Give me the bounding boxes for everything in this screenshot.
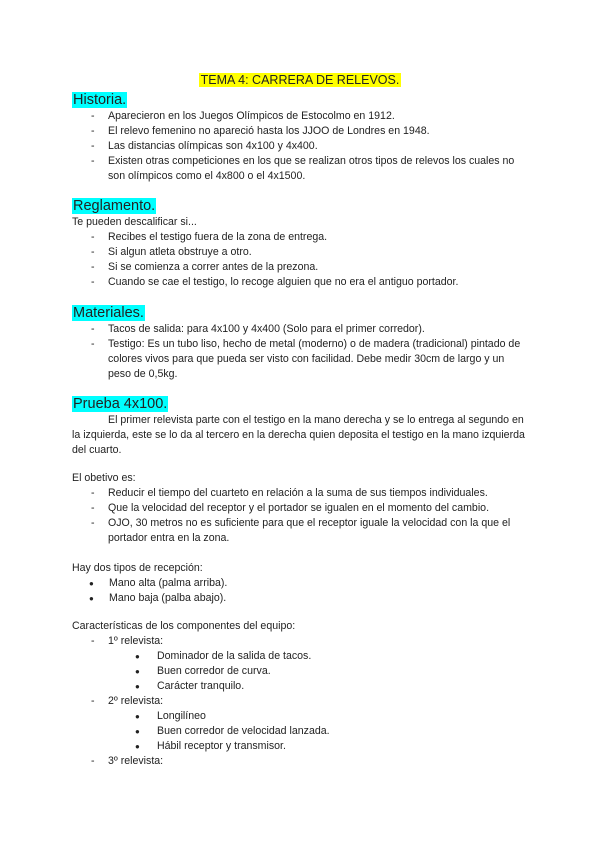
relevista-item [72,694,528,709]
relevista-2-traits [72,709,528,754]
reglamento-section [72,197,528,290]
relevistas-list-3 [72,754,528,769]
list-item: - Tacos de salida: para 4x100 y 4x400 (Solo para el primer corredor). [72,322,528,337]
list-item: ● Longilíneo [72,709,528,724]
historia-heading: Historia. [73,92,127,108]
reglamento-intro: Te pueden descalificar si... [72,216,197,228]
reglamento-heading: Reglamento. [73,198,156,214]
list-item: - Si se comienza a correr antes de la prezona. [72,260,528,275]
list-item: - Cuando se cae el testigo, lo recoge alguien que no era el antiguo portador. [72,275,528,290]
prueba-section [72,395,528,458]
list-item: ● Dominador de la salida de tacos. [72,649,528,664]
caracteristicas-label: Características de los componentes del equipo: [72,620,296,632]
prueba-paragraph: El primer relevista parte con el testigo en la mano derecha y se lo entrega al segundo en la izquierda, este se lo da al tercero en la derecha quien deposita el testigo en la mano izquierda del cuarto. [72,414,525,456]
objetivo-block [72,471,528,546]
materiales-list [72,322,528,382]
list-item: - Reducir el tiempo del cuarteto en relación a la suma de sus tiempos individuales. [72,486,528,501]
list-item: - El relevo femenino no apareció hasta los JJOO de Londres en 1948. [72,124,528,139]
list-item: - Si algun atleta obstruye a otro. [72,245,528,260]
materiales-section [72,304,528,382]
list-item: - Testigo: Es un tubo liso, hecho de metal (moderno) o de madera (tradicional) pintado de colores vivos para que pueda ser visto con facilidad. Debe medir 30cm de largo y un peso de 0,5kg. [72,337,528,382]
list-item: - OJO, 30 metros no es suficiente para que el receptor iguale la velocidad con la que el portador entra en la zona. [72,516,528,546]
objetivo-label: El obetivo es: [72,472,136,484]
list-item: - Recibes el testigo fuera de la zona de entrega. [72,230,528,245]
relevista-item [72,634,528,649]
relevistas-list [72,634,528,649]
prueba-heading: Prueba 4x100. [73,396,168,412]
historia-section [72,91,528,184]
relevistas-list-2 [72,694,528,709]
relevista-item [72,754,528,769]
list-item: - Que la velocidad del receptor y el portador se igualen en el momento del cambio. [72,501,528,516]
reglamento-list [72,230,528,290]
list-item: - Las distancias olímpicas son 4x100 y 4x400. [72,139,528,154]
recepcion-list [72,576,528,606]
list-item: ● Buen corredor de curva. [72,664,528,679]
relevista-1-traits [72,649,528,694]
relevista-label: 1º relevista: [108,635,164,647]
objetivo-list [72,486,528,546]
list-item: - Existen otras competiciones en los que se realizan otros tipos de relevos los cuales no son olímpicos como el 4x800 o el 4x1500. [72,154,528,184]
list-item: ● Mano alta (palma arriba). [72,576,528,591]
recepcion-label: Hay dos tipos de recepción: [72,562,203,574]
list-item: ● Buen corredor de velocidad lanzada. [72,724,528,739]
materiales-heading: Materiales. [73,305,144,321]
list-item: - Aparecieron en los Juegos Olímpicos de Estocolmo en 1912. [72,109,528,124]
list-item: ● Hábil receptor y transmisor. [72,739,528,754]
recepcion-block [72,561,528,606]
page-title: TEMA 4: CARRERA DE RELEVOS. [200,73,400,87]
caracteristicas-block [72,619,528,769]
relevista-label: 3º relevista: [108,755,164,767]
list-item: ● Carácter tranquilo. [72,679,528,694]
list-item: ● Mano baja (palba abajo). [72,591,528,606]
historia-list [72,109,528,184]
relevista-label: 2º relevista: [108,695,164,707]
